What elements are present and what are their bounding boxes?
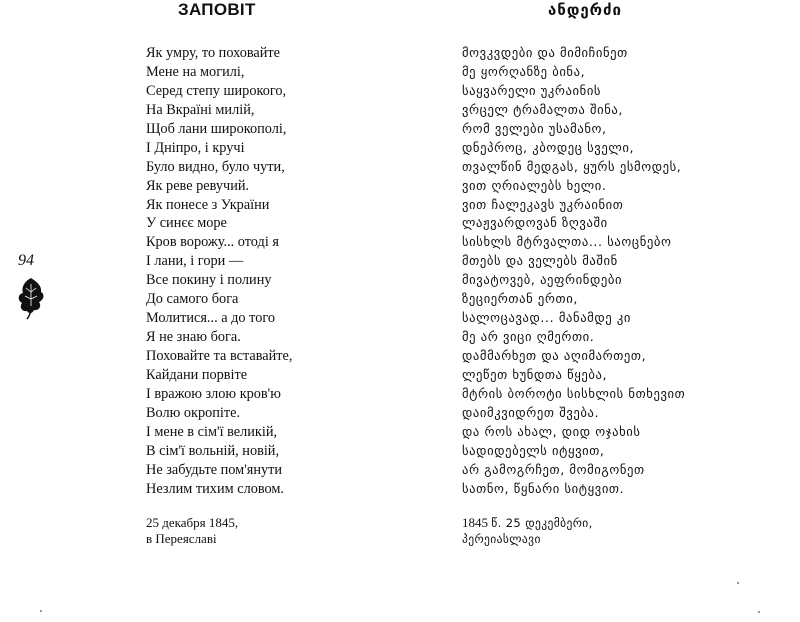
poem-line: და როს ახალ, დიდ ოჯახის bbox=[462, 423, 641, 439]
poem-line: На Вкраїні милій, bbox=[146, 101, 255, 118]
poem-line: Було видно, було чути, bbox=[146, 158, 285, 175]
poem-line: საყვარელი უკრაინის bbox=[462, 82, 602, 98]
poem-line: ლეწეთ ხუნდთა წყება, bbox=[462, 366, 608, 382]
poem-line: Незлим тихим словом. bbox=[146, 480, 284, 497]
georgian-poem-lines bbox=[462, 44, 685, 499]
poem-line: До самого бога bbox=[146, 291, 239, 308]
poem-line: ლაჟვარდოვან ზღვაში bbox=[462, 215, 608, 231]
poem-line: Кайдани порвіте bbox=[146, 366, 248, 383]
poem-line: ზეციერთან ერთი, bbox=[462, 291, 578, 307]
poem-line: Волю окропіте. bbox=[146, 404, 241, 421]
poem-date-year: 1845 bbox=[462, 515, 488, 530]
scan-speck bbox=[737, 582, 739, 584]
poem-line: І мене в сім'ї великій, bbox=[146, 423, 278, 440]
poem-line: В сім'ї вольній, новій, bbox=[146, 442, 280, 459]
poem-line: Я не знаю бога. bbox=[146, 329, 241, 346]
ukrainian-poem-lines bbox=[146, 44, 292, 499]
poem-line: მოვკვდები და მიმიჩინეთ bbox=[462, 45, 628, 60]
poem-line: არ გამოგრჩეთ, მომიგონეთ bbox=[462, 461, 645, 477]
poem-line: მივატოვებ, აეფრინდები bbox=[462, 272, 623, 288]
poem-line: Молитися... а до того bbox=[146, 310, 275, 327]
poem-line: Як реве ревучий. bbox=[146, 177, 250, 194]
poem-line: მე არ ვიცი ღმერთი. bbox=[462, 329, 595, 345]
poem-line: Поховайте та вставайте, bbox=[146, 348, 293, 364]
poem-line: ვრცელ ტრამალთა შინა, bbox=[462, 101, 624, 117]
poem-line: თვალწინ მედგას, ყურს ესმოდეს, bbox=[462, 158, 682, 174]
poem-line: Мене на могилі, bbox=[146, 63, 245, 80]
poem-line: მე ყორღანზე ბინა, bbox=[462, 63, 586, 79]
poem-line: Не забудьте пом'янути bbox=[146, 461, 283, 478]
georgian-poem-dateline bbox=[462, 515, 593, 547]
poem-line: სისხლს მტრვალთა... საოცნებო bbox=[462, 234, 672, 250]
leaf-ornament-icon bbox=[17, 276, 45, 320]
poem-line: სათნო, წყნარი სიტყვით. bbox=[462, 480, 625, 496]
poem-date-day: წ. 25 დეკემბერი, bbox=[491, 516, 593, 530]
poem-line: І вражою злою кров'ю bbox=[146, 385, 281, 402]
poem-line: დნეპროც, კბოდეც სველი, bbox=[462, 139, 635, 155]
georgian-poem-title: ანდერძი bbox=[548, 1, 622, 19]
poem-line: Кров ворожу... отоді я bbox=[146, 234, 279, 251]
poem-line: რომ ველები უსამანო, bbox=[462, 120, 607, 136]
poem-line: У синєє море bbox=[146, 215, 227, 232]
poem-line: Все покину і полину bbox=[146, 272, 272, 289]
ukrainian-poem-dateline bbox=[146, 515, 238, 547]
poem-line: მტრის ბოროტი სისხლის ნთხევით bbox=[462, 385, 686, 401]
poem-line: დამმარხეთ და აღიმართეთ, bbox=[462, 348, 647, 363]
poem-line: ვით ღრიალებს ხელი. bbox=[462, 177, 607, 193]
poem-line: სადიდებელს იტყვით, bbox=[462, 442, 605, 458]
poem-date: 25 декабря 1845, bbox=[146, 515, 239, 530]
poem-line: І Дніпро, і кручі bbox=[146, 139, 245, 156]
poem-line: ვით ჩალეკავს უკრაინით bbox=[462, 196, 624, 212]
poem-line: Серед степу широкого, bbox=[146, 82, 287, 99]
poem-place: პერეიასლავი bbox=[462, 532, 541, 546]
poem-line: Як понесе з України bbox=[146, 196, 270, 213]
poem-line: Щоб лани широкополі, bbox=[146, 120, 287, 137]
poem-line: І лани, і гори — bbox=[146, 253, 244, 270]
page-number: 94 bbox=[18, 252, 34, 269]
poem-place: в Переяславі bbox=[146, 531, 217, 546]
poem-line: მთებს და ველებს მაშინ bbox=[462, 253, 618, 269]
ukrainian-poem-title: ЗАПОВІТ bbox=[178, 0, 256, 19]
scan-speck bbox=[40, 610, 42, 612]
scan-speck bbox=[758, 611, 760, 613]
poem-date bbox=[462, 515, 593, 531]
poem-line: დაიმკვიდრეთ შვება. bbox=[462, 404, 600, 420]
poem-line: Як умру, то поховайте bbox=[146, 45, 281, 61]
poem-line: სალოცავად... მანამდე კი bbox=[462, 310, 632, 326]
